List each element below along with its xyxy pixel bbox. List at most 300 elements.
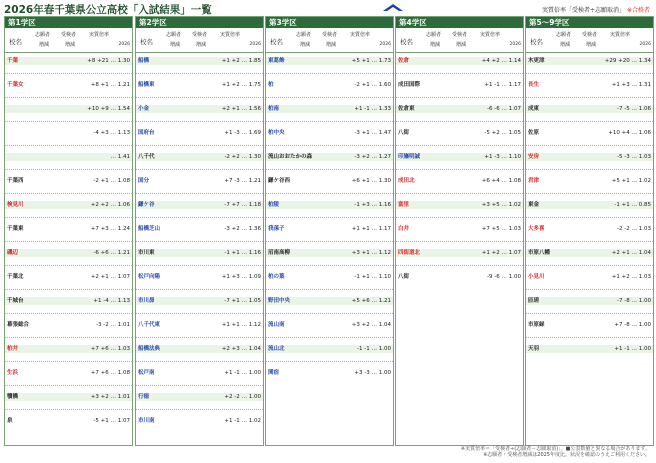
school-row: [266, 273, 393, 281]
row-divider: [136, 193, 263, 194]
school-name: 柏中央: [268, 130, 285, 136]
school-row: [526, 105, 653, 113]
row-divider: [396, 145, 523, 146]
column-label-change: 増減: [430, 42, 441, 48]
school-name: 東葛飾: [268, 58, 285, 64]
school-row: [5, 393, 132, 401]
district-title: 第4学区: [396, 17, 523, 28]
school-row: [396, 81, 523, 89]
row-divider: [396, 169, 523, 170]
row-divider: [526, 121, 653, 122]
school-list: [5, 53, 132, 445]
rate-note-prefix: 実質倍率「受検者÷志願取消」: [542, 7, 626, 14]
school-name: 八街: [398, 130, 410, 136]
column-label-examinees: 受検者: [582, 32, 598, 38]
school-values: +2 -2 … 1.00: [224, 394, 261, 400]
school-values: +2 +1 … 1.07: [90, 274, 130, 280]
row-divider: [526, 241, 653, 242]
school-row: [136, 225, 263, 233]
school-values: +8 +1 … 1.21: [90, 82, 130, 88]
row-divider: [5, 121, 132, 122]
school-values: +1 +2 … 1.03: [611, 274, 651, 280]
school-values: … 1.41: [110, 154, 130, 160]
column-label-change: 増減: [586, 42, 597, 48]
row-divider: [396, 193, 523, 194]
school-row: [266, 297, 393, 305]
school-name: 市原八幡: [528, 250, 551, 256]
district-title: 第2学区: [136, 17, 263, 28]
school-values: -4 +3 … 1.13: [93, 130, 130, 136]
school-name: 印旛明誠: [398, 154, 421, 160]
row-divider: [136, 145, 263, 146]
school-row: [526, 177, 653, 185]
row-divider: [396, 121, 523, 122]
school-values: +2 +2 … 1.06: [90, 202, 130, 208]
school-values: +4 +2 … 1.14: [481, 58, 521, 64]
row-divider: [5, 217, 132, 218]
school-name: 船橋: [138, 58, 150, 64]
school-row: [266, 153, 393, 161]
school-values: -3 +1 … 1.47: [354, 130, 391, 136]
school-values: -2 +1 … 1.08: [93, 178, 130, 184]
school-list: [526, 53, 653, 445]
district-title: 第5～9学区: [526, 17, 653, 28]
column-label-rate: 実質倍率: [220, 32, 241, 38]
row-divider: [136, 409, 263, 410]
school-list: [136, 53, 263, 445]
school-row: [136, 345, 263, 353]
school-name: 千葉西: [7, 178, 24, 184]
column-label-rate: 実質倍率: [89, 32, 110, 38]
school-row: [266, 105, 393, 113]
school-name: 八街: [398, 274, 410, 280]
row-divider: [526, 289, 653, 290]
school-name: 柏: [268, 82, 274, 88]
school-values: -7 +7 … 1.18: [224, 202, 261, 208]
school-row: [136, 417, 263, 425]
school-values: -7 +1 … 1.05: [224, 298, 261, 304]
school-values: -3 -2 … 1.01: [96, 322, 130, 328]
school-name: 検見川: [7, 202, 24, 208]
school-values: -5 -3 … 1.03: [617, 154, 651, 160]
school-row: [136, 369, 263, 377]
school-name: 八千代東: [138, 322, 161, 328]
school-values: +6 +4 … 1.08: [481, 178, 521, 184]
school-name: 野田中央: [268, 298, 291, 304]
school-row: [136, 393, 263, 401]
school-row: [5, 201, 132, 209]
column-label-applicants: 志願者: [426, 32, 442, 38]
school-row: [136, 297, 263, 305]
district-panel: [4, 16, 133, 446]
school-row: [266, 369, 393, 377]
school-row: [526, 345, 653, 353]
column-header: [526, 28, 653, 53]
school-row: [136, 321, 263, 329]
school-name: 松戸南: [138, 370, 155, 376]
school-row: [136, 249, 263, 257]
school-row: [136, 105, 263, 113]
school-row: [266, 345, 393, 353]
school-row: [136, 177, 263, 185]
school-row: [526, 81, 653, 89]
school-name: 鎌ケ谷: [138, 202, 155, 208]
school-values: +3 +1 … 1.12: [351, 250, 391, 256]
school-values: +1 -3 … 1.69: [224, 130, 261, 136]
row-divider: [526, 193, 653, 194]
column-label-examinees: 受検者: [322, 32, 338, 38]
column-label-examinees: 受検者: [452, 32, 468, 38]
column-label-year: 2026: [118, 42, 130, 47]
school-list: [396, 53, 523, 445]
school-values: -7 -8 … 1.00: [617, 298, 651, 304]
row-divider: [396, 265, 523, 266]
rate-note-suffix: ※合格者: [626, 7, 650, 14]
school-row: [136, 129, 263, 137]
school-name: 天羽: [528, 346, 540, 352]
school-row: [5, 153, 132, 161]
school-name: 小見川: [528, 274, 545, 280]
row-divider: [266, 145, 393, 146]
school-values: +5 +1 … 1.02: [611, 178, 651, 184]
school-name: 市川昴: [138, 298, 155, 304]
school-values: -5 +1 … 1.07: [93, 418, 130, 424]
column-label-name: 校名: [9, 38, 22, 46]
school-list: [266, 53, 393, 445]
row-divider: [136, 217, 263, 218]
school-values: -9 -6 … 1.00: [487, 274, 521, 280]
column-label-examinees: 受検者: [61, 32, 77, 38]
row-divider: [136, 73, 263, 74]
school-values: +7 +3 … 1.24: [90, 226, 130, 232]
school-values: +10 +9 … 1.54: [87, 106, 130, 112]
school-name: 行徳: [138, 394, 150, 400]
school-row: [396, 201, 523, 209]
school-name: 沼南高柳: [268, 250, 291, 256]
school-values: +1 +1 … 1.17: [351, 226, 391, 232]
row-divider: [396, 97, 523, 98]
column-label-change: 増減: [196, 42, 207, 48]
school-values: +3 +2 … 1.01: [90, 394, 130, 400]
school-name: 成田北: [398, 178, 415, 184]
school-values: +7 -3 … 1.21: [224, 178, 261, 184]
school-name: 船橋法典: [138, 346, 161, 352]
district-panel: [135, 16, 264, 446]
page-title: 2026年春千葉県公立高校「入試結果」一覧: [4, 4, 212, 16]
column-label-change: 増減: [326, 42, 337, 48]
column-label-year: 2026: [639, 42, 651, 47]
school-name: 柏陵: [268, 202, 280, 208]
school-row: [526, 297, 653, 305]
school-row: [396, 57, 523, 65]
school-name: 鎌ケ谷西: [268, 178, 291, 184]
school-name: 長生: [528, 82, 540, 88]
school-values: +1 -3 … 1.10: [484, 154, 521, 160]
school-name: 国分: [138, 178, 150, 184]
row-divider: [266, 265, 393, 266]
school-values: +1 +3 … 1.09: [221, 274, 261, 280]
school-row: [266, 249, 393, 257]
school-name: 佐倉東: [398, 106, 415, 112]
row-divider: [5, 385, 132, 386]
row-divider: [396, 241, 523, 242]
row-divider: [5, 241, 132, 242]
school-row: [526, 57, 653, 65]
row-divider: [136, 313, 263, 314]
school-row: [396, 177, 523, 185]
row-divider: [266, 217, 393, 218]
school-row: [5, 273, 132, 281]
school-values: +1 +2 … 1.07: [481, 250, 521, 256]
school-values: -1 +1 … 1.10: [354, 274, 391, 280]
school-row: [396, 273, 523, 281]
school-row: [526, 321, 653, 329]
school-row: [5, 57, 132, 65]
school-row: [526, 249, 653, 257]
school-name: 千葉女: [7, 82, 24, 88]
column-label-name: 校名: [140, 38, 153, 46]
school-values: -2 +2 … 1.30: [224, 154, 261, 160]
column-label-name: 校名: [400, 38, 413, 46]
column-header: [266, 28, 393, 53]
row-divider: [136, 385, 263, 386]
row-divider: [5, 361, 132, 362]
footer-line-2: ※志願者・受検者増減は2025年度比。状況を確認のうえご利用ください。: [483, 452, 650, 458]
column-label-change: 増減: [65, 42, 76, 48]
column-label-year: 2026: [249, 42, 261, 47]
school-values: -3 +2 … 1.36: [224, 226, 261, 232]
row-divider: [136, 337, 263, 338]
school-row: [526, 153, 653, 161]
school-name: 東金: [528, 202, 540, 208]
school-row: [526, 201, 653, 209]
row-divider: [396, 217, 523, 218]
row-divider: [526, 313, 653, 314]
row-divider: [5, 73, 132, 74]
school-row: [5, 249, 132, 257]
school-values: +1 +2 … 1.85: [221, 58, 261, 64]
school-name: 柏井: [7, 346, 19, 352]
row-divider: [266, 73, 393, 74]
school-row: [5, 225, 132, 233]
column-label-applicants: 志願者: [166, 32, 182, 38]
school-row: [266, 81, 393, 89]
row-divider: [136, 169, 263, 170]
row-divider: [266, 193, 393, 194]
school-name: 流山南: [268, 322, 285, 328]
school-name: 八千代: [138, 154, 155, 160]
row-divider: [526, 217, 653, 218]
school-row: [266, 57, 393, 65]
district-title: 第3学区: [266, 17, 393, 28]
row-divider: [526, 169, 653, 170]
column-label-change: 増減: [170, 42, 181, 48]
school-values: +1 +2 … 1.75: [221, 82, 261, 88]
school-row: [266, 129, 393, 137]
row-divider: [266, 361, 393, 362]
school-values: +1 -4 … 1.13: [93, 298, 130, 304]
row-divider: [5, 193, 132, 194]
row-divider: [266, 121, 393, 122]
column-label-change: 増減: [39, 42, 50, 48]
district-panel: [265, 16, 394, 446]
school-values: +2 +1 … 1.04: [611, 250, 651, 256]
school-name: 匝瑳: [528, 298, 540, 304]
district-grid: [4, 16, 652, 444]
school-name: 泉: [7, 418, 13, 424]
school-values: +1 -1 … 1.17: [484, 82, 521, 88]
school-row: [396, 249, 523, 257]
school-name: 柏の葉: [268, 274, 285, 280]
column-label-change: 増減: [560, 42, 571, 48]
school-values: +3 -3 … 1.00: [354, 370, 391, 376]
column-header: [136, 28, 263, 53]
school-values: +7 +5 … 1.03: [481, 226, 521, 232]
row-divider: [526, 265, 653, 266]
school-values: +29 +20 … 1.34: [604, 58, 651, 64]
school-name: 流山北: [268, 346, 285, 352]
row-divider: [136, 121, 263, 122]
school-values: +7 +6 … 1.03: [90, 346, 130, 352]
row-divider: [5, 169, 132, 170]
school-row: [5, 81, 132, 89]
school-values: +1 -1 … 1.00: [224, 370, 261, 376]
school-name: 関宿: [268, 370, 280, 376]
school-values: +1 -1 … 1.00: [614, 346, 651, 352]
school-values: +10 +4 … 1.06: [608, 130, 651, 136]
school-row: [396, 105, 523, 113]
school-name: 市原緑: [528, 322, 545, 328]
school-name: 成田国際: [398, 82, 421, 88]
school-row: [396, 153, 523, 161]
row-divider: [136, 97, 263, 98]
school-name: 佐原: [528, 130, 540, 136]
row-divider: [5, 409, 132, 410]
row-divider: [5, 97, 132, 98]
school-name: 犢橋: [7, 394, 19, 400]
footer-notes: [320, 446, 650, 458]
school-row: [5, 177, 132, 185]
row-divider: [5, 289, 132, 290]
school-row: [5, 369, 132, 377]
column-label-year: 2026: [509, 42, 521, 47]
school-name: 白井: [398, 226, 410, 232]
column-label-applicants: 志願者: [35, 32, 51, 38]
school-name: 流山おおたかの森: [268, 154, 313, 160]
column-header: [5, 28, 132, 53]
school-name: 船橋東: [138, 82, 155, 88]
school-name: 松戸向陽: [138, 274, 161, 280]
row-divider: [136, 361, 263, 362]
column-label-change: 増減: [300, 42, 311, 48]
column-label-rate: 実質倍率: [480, 32, 501, 38]
row-divider: [266, 241, 393, 242]
school-row: [526, 225, 653, 233]
row-divider: [266, 313, 393, 314]
column-label-rate: 実質倍率: [610, 32, 631, 38]
school-name: 我孫子: [268, 226, 285, 232]
school-name: 市川南: [138, 418, 155, 424]
school-values: -1 +3 … 1.16: [354, 202, 391, 208]
school-row: [136, 57, 263, 65]
school-name: 千葉東: [7, 226, 24, 232]
school-row: [136, 81, 263, 89]
school-values: -1 +1 … 1.16: [224, 250, 261, 256]
school-name: 佐倉: [398, 58, 410, 64]
school-row: [526, 129, 653, 137]
row-divider: [136, 265, 263, 266]
row-divider: [266, 337, 393, 338]
school-name: 富里: [398, 202, 410, 208]
school-values: -1 -1 … 1.00: [357, 346, 391, 352]
school-row: [266, 201, 393, 209]
column-label-rate: 実質倍率: [350, 32, 371, 38]
district-panel: [525, 16, 654, 446]
row-divider: [266, 169, 393, 170]
school-values: +7 +6 … 1.08: [90, 370, 130, 376]
school-name: 幕張総合: [7, 322, 30, 328]
school-values: -5 +2 … 1.05: [484, 130, 521, 136]
row-divider: [5, 145, 132, 146]
column-label-name: 校名: [270, 38, 283, 46]
column-label-examinees: 受検者: [192, 32, 208, 38]
school-name: 磯辺: [7, 250, 19, 256]
row-divider: [396, 73, 523, 74]
school-values: -3 +2 … 1.27: [354, 154, 391, 160]
school-values: +1 +3 … 1.31: [611, 82, 651, 88]
school-name: 千葉: [7, 58, 19, 64]
row-divider: [526, 97, 653, 98]
school-values: +3 +2 … 1.04: [351, 322, 391, 328]
school-values: +1 -1 … 1.33: [354, 106, 391, 112]
school-name: 安房: [528, 154, 540, 160]
school-values: +5 +1 … 1.73: [351, 58, 391, 64]
school-values: +7 -8 … 1.00: [614, 322, 651, 328]
row-divider: [526, 337, 653, 338]
school-row: [396, 225, 523, 233]
school-row: [266, 177, 393, 185]
school-row: [5, 417, 132, 425]
school-name: 君津: [528, 178, 540, 184]
row-divider: [5, 265, 132, 266]
school-values: +2 +1 … 1.56: [221, 106, 261, 112]
school-name: 成東: [528, 106, 540, 112]
school-values: -7 -5 … 1.06: [617, 106, 651, 112]
school-values: -6 +6 … 1.21: [93, 250, 130, 256]
school-name: 柏南: [268, 106, 280, 112]
district-title: 第1学区: [5, 17, 132, 28]
school-name: 千葉北: [7, 274, 24, 280]
school-row: [5, 129, 132, 137]
school-name: 市川東: [138, 250, 155, 256]
row-divider: [266, 289, 393, 290]
school-name: 小金: [138, 106, 150, 112]
logo-icon: [381, 2, 405, 14]
school-row: [5, 321, 132, 329]
school-name: 大多喜: [528, 226, 545, 232]
row-divider: [136, 289, 263, 290]
footer-line-1: ※実質倍率＝「受検者÷(志願者－志願取消)」。■公表数値と異なる場合があります。: [460, 446, 650, 452]
row-divider: [266, 97, 393, 98]
school-name: 木更津: [528, 58, 545, 64]
school-name: 国府台: [138, 130, 155, 136]
row-divider: [526, 145, 653, 146]
column-label-year: 2026: [379, 42, 391, 47]
school-values: +3 +5 … 1.02: [481, 202, 521, 208]
school-row: [266, 321, 393, 329]
school-values: +6 +1 … 1.30: [351, 178, 391, 184]
school-name: 生浜: [7, 370, 19, 376]
